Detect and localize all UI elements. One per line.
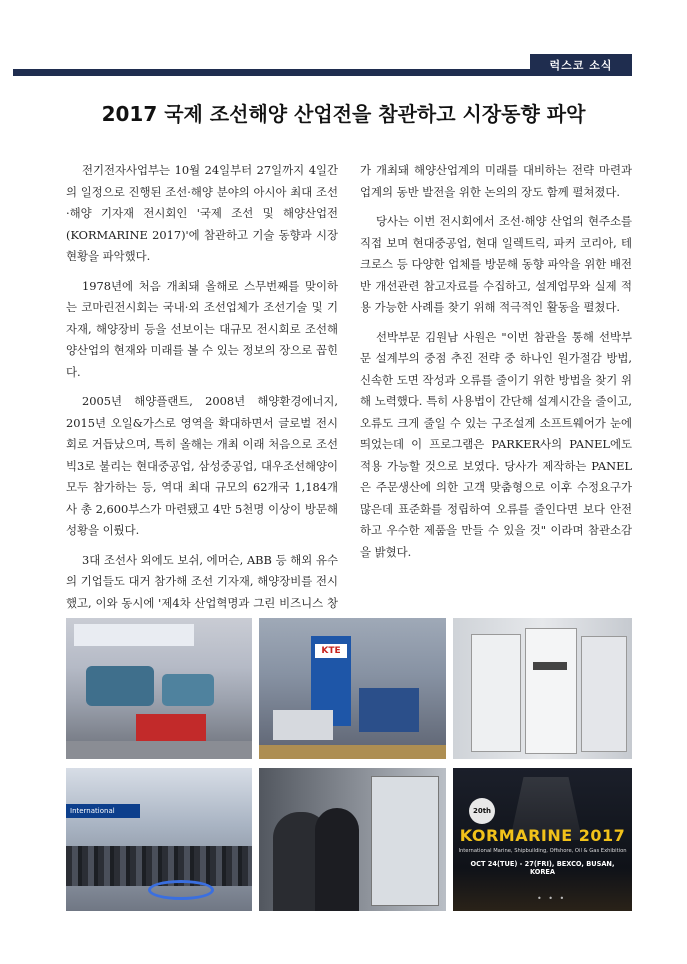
kte-logo: KTE — [315, 644, 347, 658]
edition-badge: 20th — [469, 798, 495, 824]
right-column — [360, 160, 632, 571]
photo-kte-booth — [259, 618, 446, 759]
kormarine-poster — [453, 768, 632, 911]
paragraph: 선박부문 김원남 사원은 "이번 참관을 통해 선박부문 설계부의 중점 추진 전략 중 하나인 원가절감 방법, 신속한 도면 작성과 오류를 줄이기 위한 방법을 찾기 위해 노력했다. 특히 사용법이 간단해 설계시간을 줄이고, 오류도 크게 줄일 수 있는 구조설계 소프트웨어가 눈에 띄었는데 이 프로그램은 PARKER사의 PANEL에도 적용 가능할 것으로 보였다. 당사가 제작하는 PANEL은 주문생산에 의한 고객 맞춤형으로 이후 수정요구가 많은데 표준화를 정립하여 오류를 줄인다면 보다 안전하고 우수한 제품을 만들 수 있을 것" 이라며 참관소감을 밝혔다. — [360, 329, 632, 559]
display-stand — [136, 714, 206, 744]
engine-shape — [162, 674, 214, 706]
engine-shape — [86, 666, 154, 706]
poster-brand: KORMARINE 2017 — [459, 826, 626, 845]
hall-banner: International — [66, 804, 140, 818]
article-title: 2017 국제 조선해양 산업전을 참관하고 시장동향 파악 — [101, 102, 586, 126]
busbar — [533, 662, 567, 670]
photo-engine-booth — [66, 618, 252, 759]
paragraph-continuation: 가 개최돼 해양산업계의 미래를 대비하는 전략 마련과 업계의 동반 발전을 위한 논의의 장도 함께 펼쳐졌다. — [360, 163, 632, 199]
paragraph: 3대 조선사 외에도 보쉬, 에머슨, ABB 등 해외 유수의 기업들도 대거 참가해 조선 기자재, 해양장비를 전시했고, 이와 동시에 '제4차 산업혁명과 그린 비즈니스 창 — [66, 552, 338, 610]
photo-inspection — [259, 768, 446, 911]
photo-exhibition-hall — [66, 768, 252, 911]
cabinet — [471, 634, 521, 752]
paragraph: 전기전자사업부는 10월 24일부터 27일까지 4일간의 일정으로 진행된 조선·해양 분야의 아시아 최대 조선·해양 기자재 전시회인 '국제 조선 및 해양산업전(KORMARINE 2017)'에 참관하고 기술 동향과 시장현황을 파악했다. — [66, 163, 338, 263]
section-tag: 럭스코 소식 — [530, 54, 632, 76]
control-panel — [273, 710, 333, 740]
cabinet — [581, 636, 627, 752]
left-column — [66, 160, 338, 644]
paragraph: 1978년에 처음 개최돼 올해로 스무번째를 맞이하는 코마린전시회는 국내·외 조선업체가 조선기술 및 기자재, 해양장비 등을 선보이는 대규모 전시회로 조선해양산업의 현재와 미래를 볼 수 있는 정보의 장으로 꼽힌다. — [66, 278, 338, 379]
poster-dots: • • • — [537, 894, 567, 903]
floor — [66, 741, 252, 759]
photo-switchboard — [453, 618, 632, 759]
floor — [259, 745, 446, 759]
cabinet — [525, 628, 577, 754]
display-ring — [148, 880, 214, 900]
paragraph: 2005년 해양플랜트, 2008년 해양환경에너지, 2015년 오일&가스로 영역을 확대하면서 글로벌 전시회로 거듭났으며, 특히 올해는 개최 이래 처음으로 조선 빅3로 불리는 현대중공업, 삼성중공업, 대우조선해양이 모두 참가하는 등, 역대 최대 규모의 62개국 1,184개사 총 2,600부스가 마련됐고 4만 5천명 이상이 방문해 성황을 이뤘다. — [66, 394, 338, 537]
machine-shape — [359, 688, 419, 732]
crowd — [66, 846, 252, 886]
poster-subtitle: International Marine, Shipbuilding, Offshore, Oil & Gas Exhibition — [458, 848, 627, 854]
poster-dates: OCT 24(TUE) - 27(FRI), BEXCO, BUSAN, KOREA — [470, 860, 615, 876]
equipment-rack — [371, 776, 439, 906]
booth-sign — [74, 624, 194, 646]
paragraph: 당사는 이번 전시회에서 조선·해양 산업의 현주소를 직접 보며 현대중공업, 현대 일렉트릭, 파커 코리아, 테크로스 등 다양한 업체를 방문해 동향 파악을 위한 배전반 개선관련 참고자료를 수집하고, 설계업무와 실제 적용 가능한 사례를 찾기 위해 적극적인 활동을 펼쳤다. — [360, 214, 632, 314]
visitor-figure — [315, 808, 359, 911]
